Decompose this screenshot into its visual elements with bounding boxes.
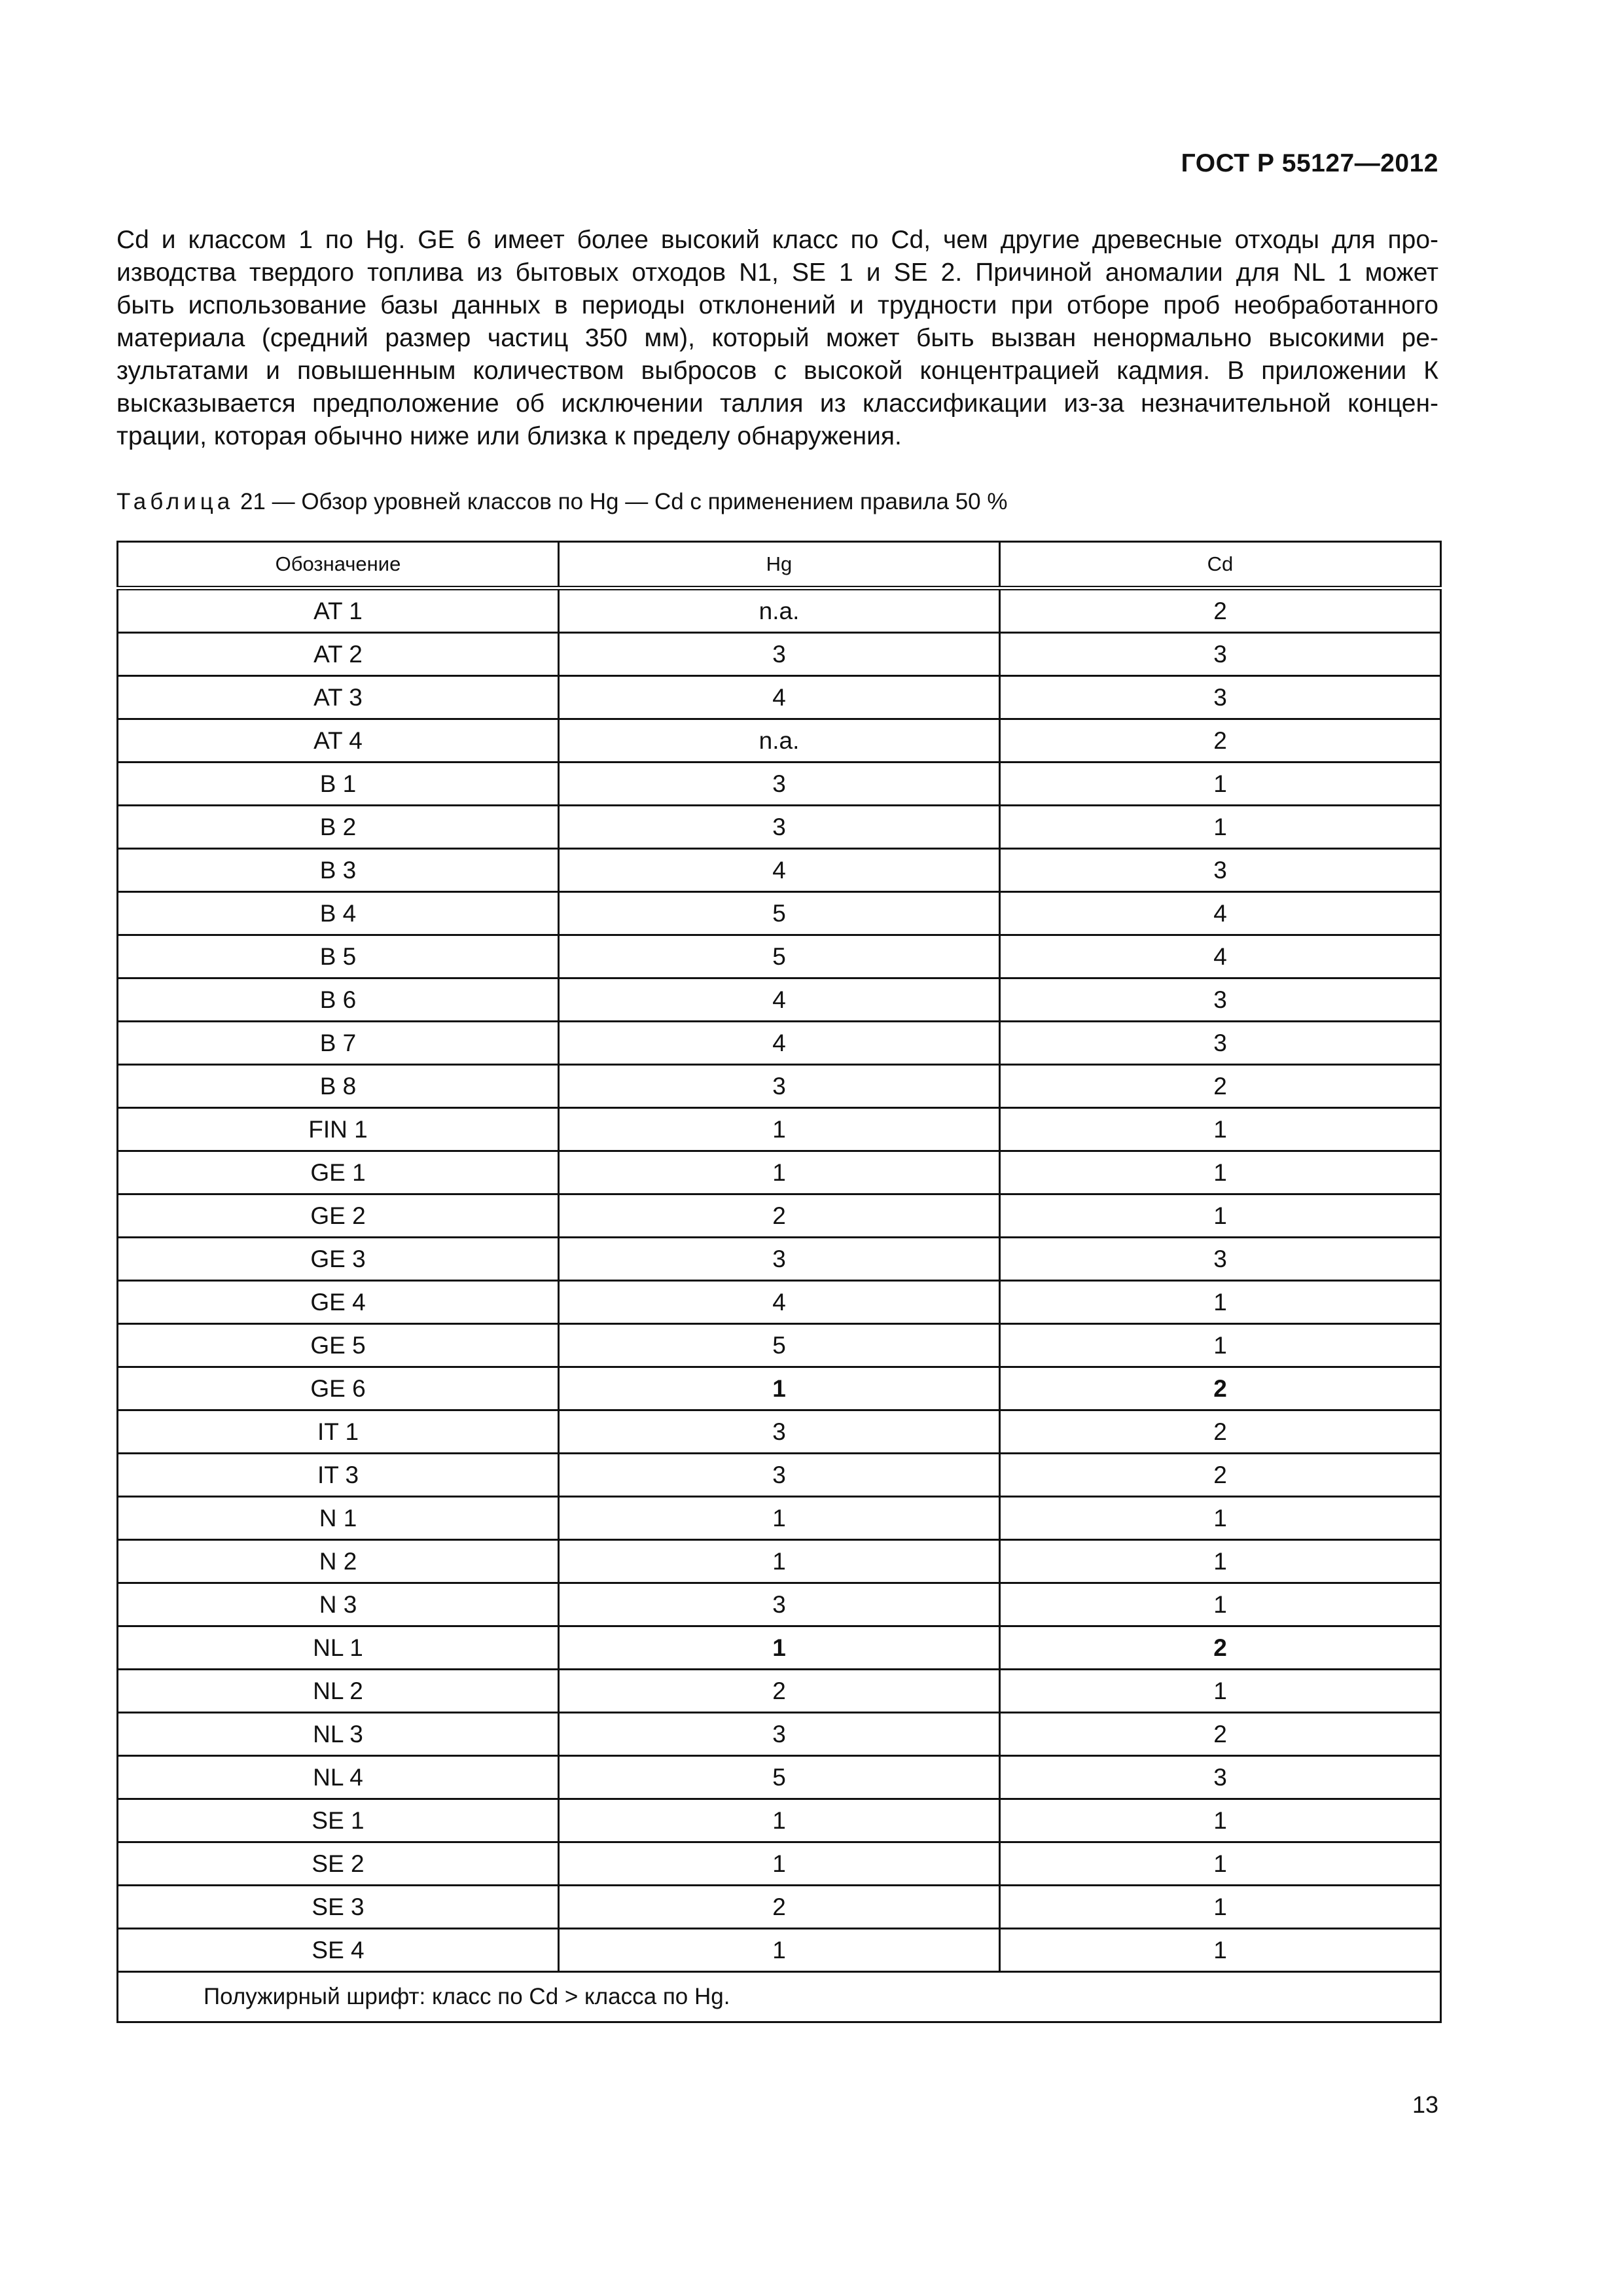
- designation-cell: GE 4: [118, 1281, 559, 1324]
- table-row: [118, 935, 1441, 978]
- table-header-row: [118, 542, 1441, 588]
- hg-cell: 3: [559, 1238, 1000, 1281]
- cd-cell: 1: [1000, 1799, 1441, 1842]
- table-body: [118, 588, 1441, 1972]
- table-row: [118, 588, 1441, 633]
- table-row: [118, 1670, 1441, 1713]
- designation-cell: N 3: [118, 1583, 559, 1626]
- hg-cell: n.a.: [559, 588, 1000, 633]
- column-header-designation: Обозначение: [118, 542, 559, 588]
- designation-cell: B 8: [118, 1065, 559, 1108]
- table-row: [118, 1108, 1441, 1151]
- hg-cell: 5: [559, 892, 1000, 935]
- hg-cell: 4: [559, 1022, 1000, 1065]
- hg-cell: 1: [559, 1842, 1000, 1886]
- paragraph-line: изводства твердого топлива из бытовых отходов N1, SE 1 и SE 2. Причиной аномалии для NL 1 может: [116, 259, 1438, 287]
- table-row: [118, 1929, 1441, 1972]
- cd-cell: 1: [1000, 1194, 1441, 1238]
- paragraph-line: быть использование базы данных в периоды отклонений и трудности при отборе проб необработанного: [116, 291, 1438, 319]
- table-caption-prefix: Таблица: [116, 489, 234, 514]
- designation-cell: GE 3: [118, 1238, 559, 1281]
- table-row: [118, 1497, 1441, 1540]
- hg-cell: 5: [559, 935, 1000, 978]
- cd-cell: 1: [1000, 1497, 1441, 1540]
- hg-cell: 3: [559, 1454, 1000, 1497]
- table-row: [118, 719, 1441, 762]
- cd-cell: 1: [1000, 1324, 1441, 1367]
- cd-cell: 4: [1000, 892, 1441, 935]
- table-row: [118, 1324, 1441, 1367]
- designation-cell: SE 2: [118, 1842, 559, 1886]
- cd-cell: 3: [1000, 676, 1441, 719]
- table-footnote-row: [118, 1972, 1441, 2022]
- hg-cell: n.a.: [559, 719, 1000, 762]
- designation-cell: B 2: [118, 806, 559, 849]
- hg-cell: 1: [559, 1151, 1000, 1194]
- table-caption-text: 21 — Обзор уровней классов по Hg — Cd с применением правила 50 %: [234, 489, 1008, 514]
- table-row: [118, 1238, 1441, 1281]
- table-row: [118, 1583, 1441, 1626]
- cd-cell: 3: [1000, 849, 1441, 892]
- designation-cell: NL 4: [118, 1756, 559, 1799]
- designation-cell: B 4: [118, 892, 559, 935]
- hg-cell: 4: [559, 1281, 1000, 1324]
- cd-cell: 3: [1000, 1756, 1441, 1799]
- cd-cell: 3: [1000, 978, 1441, 1022]
- table-row: [118, 1886, 1441, 1929]
- table-row: [118, 978, 1441, 1022]
- column-header-cd: Cd: [1000, 542, 1441, 588]
- designation-cell: AT 4: [118, 719, 559, 762]
- designation-cell: IT 3: [118, 1454, 559, 1497]
- paragraph-line: трации, которая обычно ниже или близка к пределу обнаружения.: [116, 422, 902, 450]
- table-row: [118, 1281, 1441, 1324]
- designation-cell: B 1: [118, 762, 559, 806]
- cd-cell: 2: [1000, 588, 1441, 633]
- cd-cell: 2: [1000, 1367, 1441, 1410]
- cd-cell: 1: [1000, 1670, 1441, 1713]
- hg-cell: 2: [559, 1670, 1000, 1713]
- table-row: [118, 1756, 1441, 1799]
- cd-cell: 2: [1000, 1713, 1441, 1756]
- table-row: [118, 1194, 1441, 1238]
- hg-cell: 1: [559, 1626, 1000, 1670]
- body-paragraph: [116, 224, 1438, 453]
- table-row: [118, 1713, 1441, 1756]
- designation-cell: B 5: [118, 935, 559, 978]
- designation-cell: FIN 1: [118, 1108, 559, 1151]
- designation-cell: GE 2: [118, 1194, 559, 1238]
- table-footnote: Полужирный шрифт: класс по Cd > класса по Hg.: [118, 1972, 1441, 2022]
- hg-cell: 3: [559, 806, 1000, 849]
- cd-cell: 2: [1000, 1626, 1441, 1670]
- designation-cell: AT 1: [118, 588, 559, 633]
- hg-cell: 4: [559, 849, 1000, 892]
- hg-cell: 3: [559, 1410, 1000, 1454]
- table-row: [118, 1151, 1441, 1194]
- cd-cell: 1: [1000, 1108, 1441, 1151]
- table-row: [118, 849, 1441, 892]
- cd-cell: 1: [1000, 1281, 1441, 1324]
- table-row: [118, 1065, 1441, 1108]
- cd-cell: 2: [1000, 719, 1441, 762]
- hg-cell: 1: [559, 1497, 1000, 1540]
- cd-cell: 3: [1000, 1238, 1441, 1281]
- paragraph-line: высказывается предположение об исключении таллия из классификации из-за незначительной концен-: [116, 389, 1438, 418]
- hg-cell: 2: [559, 1194, 1000, 1238]
- cd-cell: 1: [1000, 1929, 1441, 1972]
- cd-cell: 3: [1000, 633, 1441, 676]
- designation-cell: B 7: [118, 1022, 559, 1065]
- hg-cell: 3: [559, 1065, 1000, 1108]
- classes-table: [116, 541, 1442, 2023]
- designation-cell: GE 5: [118, 1324, 559, 1367]
- cd-cell: 1: [1000, 1842, 1441, 1886]
- designation-cell: GE 1: [118, 1151, 559, 1194]
- cd-cell: 4: [1000, 935, 1441, 978]
- cd-cell: 3: [1000, 1022, 1441, 1065]
- designation-cell: B 6: [118, 978, 559, 1022]
- table-row: [118, 1410, 1441, 1454]
- designation-cell: NL 2: [118, 1670, 559, 1713]
- hg-cell: 5: [559, 1756, 1000, 1799]
- hg-cell: 3: [559, 633, 1000, 676]
- hg-cell: 1: [559, 1367, 1000, 1410]
- hg-cell: 4: [559, 676, 1000, 719]
- designation-cell: NL 1: [118, 1626, 559, 1670]
- cd-cell: 2: [1000, 1454, 1441, 1497]
- hg-cell: 1: [559, 1108, 1000, 1151]
- hg-cell: 1: [559, 1929, 1000, 1972]
- hg-cell: 2: [559, 1886, 1000, 1929]
- document-code: ГОСТ Р 55127—2012: [1181, 149, 1438, 177]
- cd-cell: 1: [1000, 1540, 1441, 1583]
- table-row: [118, 762, 1441, 806]
- designation-cell: SE 3: [118, 1886, 559, 1929]
- designation-cell: N 2: [118, 1540, 559, 1583]
- designation-cell: B 3: [118, 849, 559, 892]
- hg-cell: 1: [559, 1799, 1000, 1842]
- table-row: [118, 1540, 1441, 1583]
- paragraph-line: зультатами и повышенным количеством выбросов с высокой концентрацией кадмия. В приложении К: [116, 357, 1438, 385]
- cd-cell: 1: [1000, 806, 1441, 849]
- cd-cell: 1: [1000, 1886, 1441, 1929]
- table-row: [118, 1022, 1441, 1065]
- cd-cell: 1: [1000, 762, 1441, 806]
- designation-cell: GE 6: [118, 1367, 559, 1410]
- hg-cell: 3: [559, 1583, 1000, 1626]
- designation-cell: IT 1: [118, 1410, 559, 1454]
- table-row: [118, 892, 1441, 935]
- table-row: [118, 1367, 1441, 1410]
- table-row: [118, 1454, 1441, 1497]
- hg-cell: 3: [559, 762, 1000, 806]
- paragraph-line: материала (средний размер частиц 350 мм), который может быть вызван ненормально высокими ре-: [116, 324, 1438, 352]
- designation-cell: N 1: [118, 1497, 559, 1540]
- hg-cell: 3: [559, 1713, 1000, 1756]
- designation-cell: AT 2: [118, 633, 559, 676]
- table-row: [118, 676, 1441, 719]
- table-caption: [116, 489, 1007, 515]
- paragraph-line: Cd и классом 1 по Hg. GE 6 имеет более высокий класс по Cd, чем другие древесные отходы для про-: [116, 226, 1438, 254]
- table-row: [118, 1842, 1441, 1886]
- designation-cell: SE 1: [118, 1799, 559, 1842]
- table-row: [118, 633, 1441, 676]
- cd-cell: 2: [1000, 1410, 1441, 1454]
- hg-cell: 4: [559, 978, 1000, 1022]
- table-row: [118, 1799, 1441, 1842]
- page-number: 13: [1412, 2091, 1438, 2118]
- designation-cell: NL 3: [118, 1713, 559, 1756]
- designation-cell: AT 3: [118, 676, 559, 719]
- cd-cell: 2: [1000, 1065, 1441, 1108]
- table-row: [118, 806, 1441, 849]
- cd-cell: 1: [1000, 1151, 1441, 1194]
- table-row: [118, 1626, 1441, 1670]
- cd-cell: 1: [1000, 1583, 1441, 1626]
- hg-cell: 1: [559, 1540, 1000, 1583]
- designation-cell: SE 4: [118, 1929, 559, 1972]
- hg-cell: 5: [559, 1324, 1000, 1367]
- column-header-hg: Hg: [559, 542, 1000, 588]
